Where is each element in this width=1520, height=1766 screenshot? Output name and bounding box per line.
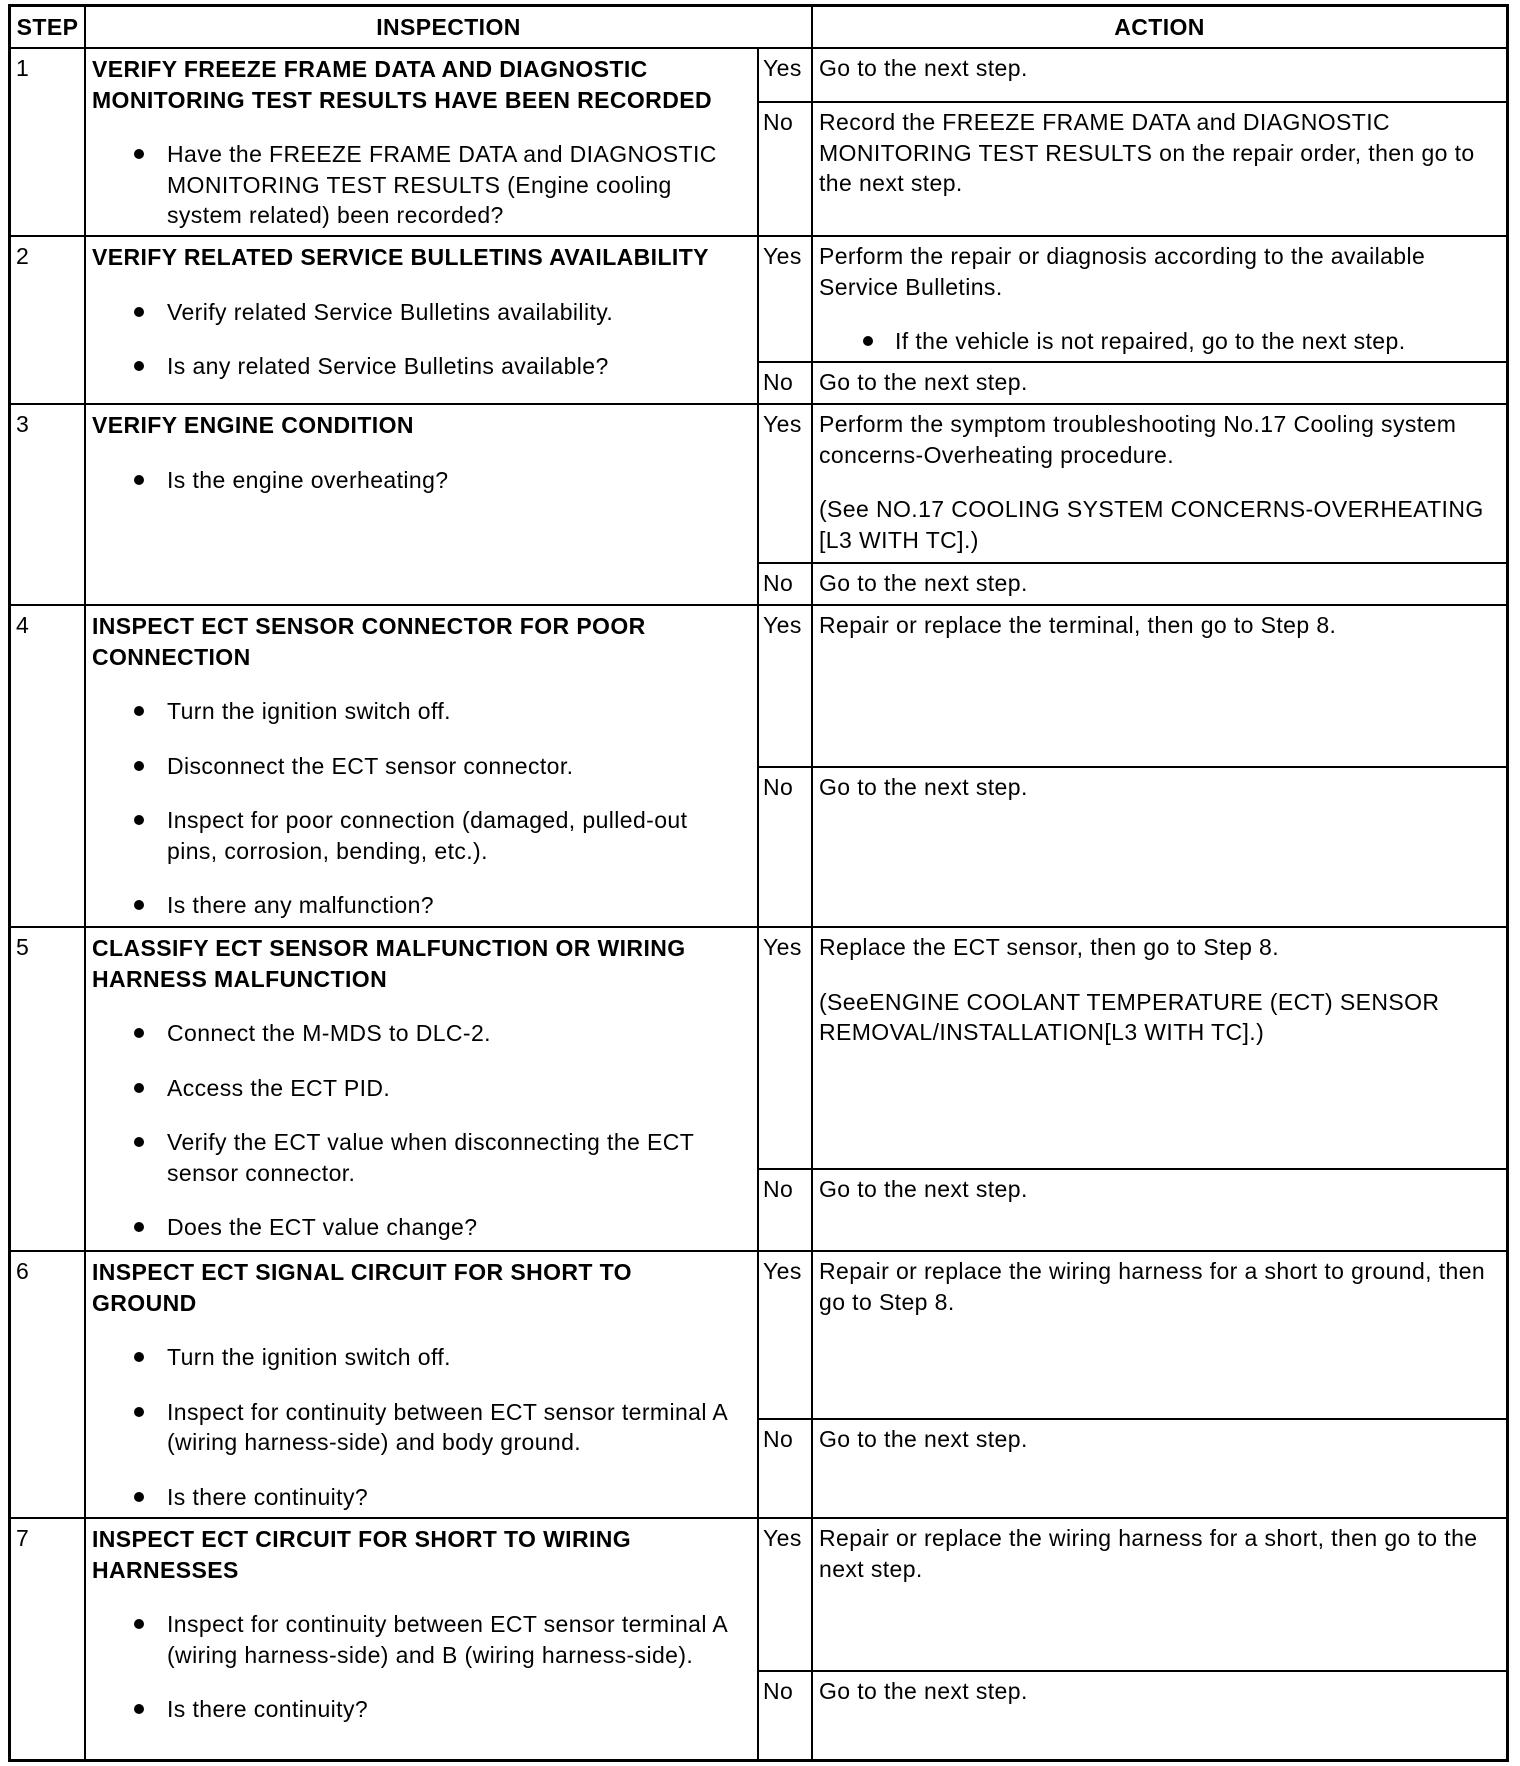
step-2-yes-bullet-1-text: If the vehicle is not repaired, go to the next step. xyxy=(895,328,1406,354)
step-7-inspection xyxy=(86,1519,757,1759)
step-5-bullet-3-text: Verify the ECT value when disconnecting the ECT sensor connector. xyxy=(167,1129,694,1186)
diagnostic-procedure-table xyxy=(8,4,1509,1762)
bullet-icon xyxy=(134,1352,144,1362)
step-7-bullet-1 xyxy=(167,1609,731,1670)
step-7-yes-action xyxy=(813,1519,1506,1670)
step-7-no-label: No xyxy=(759,1672,811,1759)
step-7-no-action xyxy=(813,1672,1506,1759)
step-5-bullet-3 xyxy=(167,1127,731,1188)
step-1-yes-action xyxy=(813,49,1506,101)
bullet-icon xyxy=(134,307,144,317)
step-3-bullet-1-text: Is the engine overheating? xyxy=(167,466,449,493)
bullet-icon xyxy=(863,336,873,346)
step-4-bullet-3 xyxy=(167,805,731,866)
step-1-bullet-list xyxy=(92,139,731,231)
step-2-inspection xyxy=(86,237,757,403)
step-3-no-label: No xyxy=(759,564,811,604)
step-4-yes-action xyxy=(813,606,1506,766)
step-5-number: 5 xyxy=(11,928,84,1250)
step-2-bullet-2-text: Is any related Service Bulletins available? xyxy=(167,353,609,379)
step-3-bullet-list xyxy=(92,465,731,496)
step-7-title: INSPECT ECT CIRCUIT FOR SHORT TO WIRING HARNESSES xyxy=(92,1526,632,1583)
bullet-icon xyxy=(134,761,144,771)
step-4-bullet-2 xyxy=(167,751,731,782)
step-7-no-text-1: Go to the next step. xyxy=(819,1678,1028,1704)
step-4-bullet-list xyxy=(92,696,731,921)
header-inspection: INSPECTION xyxy=(86,7,811,47)
step-7-yes-text-1: Repair or replace the wiring harness for a short, then go to the next step. xyxy=(819,1525,1478,1582)
step-1-title: VERIFY FREEZE FRAME DATA AND DIAGNOSTIC MONITORING TEST RESULTS HAVE BEEN RECORDED xyxy=(92,56,712,113)
step-5-bullet-list xyxy=(92,1018,731,1243)
step-4-number: 4 xyxy=(11,606,84,926)
step-6-inspection xyxy=(86,1252,757,1517)
step-6-bullet-1 xyxy=(167,1342,731,1373)
bullet-icon xyxy=(134,1619,144,1629)
step-4-title: INSPECT ECT SENSOR CONNECTOR FOR POOR CONNECTION xyxy=(92,613,646,670)
step-2-no-action xyxy=(813,363,1506,403)
bullet-icon xyxy=(134,149,144,159)
step-2-title: VERIFY RELATED SERVICE BULLETINS AVAILABILITY xyxy=(92,244,709,270)
step-5-inspection xyxy=(86,928,757,1250)
bullet-icon xyxy=(134,1028,144,1038)
step-4-bullet-1 xyxy=(167,696,731,727)
step-6-yes-label: Yes xyxy=(759,1252,811,1418)
step-4-no-label: No xyxy=(759,768,811,926)
step-6-number: 6 xyxy=(11,1252,84,1517)
step-3-yes-label: Yes xyxy=(759,405,811,562)
bullet-icon xyxy=(134,1222,144,1232)
step-2-no-label: No xyxy=(759,363,811,403)
step-5-bullet-2-text: Access the ECT PID. xyxy=(167,1074,391,1101)
step-7-bullet-2-text: Is there continuity? xyxy=(167,1696,369,1722)
step-7-bullet-2 xyxy=(167,1694,731,1725)
step-5-no-action xyxy=(813,1170,1506,1250)
step-4-no-action xyxy=(813,768,1506,926)
bullet-icon xyxy=(134,900,144,910)
step-1-no-action xyxy=(813,103,1506,235)
step-6-yes-action xyxy=(813,1252,1506,1418)
step-2-number: 2 xyxy=(11,237,84,403)
step-4-bullet-4-text: Is there any malfunction? xyxy=(167,892,434,918)
step-6-no-label: No xyxy=(759,1420,811,1517)
step-5-no-text-1: Go to the next step. xyxy=(819,1176,1028,1202)
step-4-yes-label: Yes xyxy=(759,606,811,766)
step-4-bullet-4 xyxy=(167,890,731,921)
bullet-icon xyxy=(134,1704,144,1714)
bullet-icon xyxy=(134,1492,144,1502)
step-4-bullet-3-text: Inspect for poor connection (damaged, pulled-out pins, corrosion, bending, etc.). xyxy=(167,807,688,864)
step-4-bullet-1-text: Turn the ignition switch off. xyxy=(167,698,451,724)
step-3-bullet-1 xyxy=(167,465,731,496)
step-6-no-text-1: Go to the next step. xyxy=(819,1426,1028,1452)
step-2-bullet-2 xyxy=(167,351,731,382)
step-7-bullet-list xyxy=(92,1609,731,1725)
step-2-yes-text-1: Perform the repair or diagnosis according to the available Service Bulletins. xyxy=(819,243,1426,300)
bullet-icon xyxy=(134,1137,144,1147)
step-5-bullet-4-text: Does the ECT value change? xyxy=(167,1214,478,1240)
bullet-icon xyxy=(134,1083,144,1093)
step-4-yes-text-1: Repair or replace the terminal, then go to Step 8. xyxy=(819,612,1337,638)
step-2-no-text-1: Go to the next step. xyxy=(819,369,1028,395)
step-2-bullet-list xyxy=(92,297,731,382)
step-3-title: VERIFY ENGINE CONDITION xyxy=(92,412,414,438)
step-1-yes-text-1: Go to the next step. xyxy=(819,55,1028,81)
step-6-bullet-2-text: Inspect for continuity between ECT sensor terminal A (wiring harness-side) and body ground. xyxy=(167,1398,727,1455)
step-5-bullet-4 xyxy=(167,1212,731,1243)
step-2-bullet-1 xyxy=(167,297,731,328)
step-5-yes-action xyxy=(813,928,1506,1168)
step-3-yes-action xyxy=(813,405,1506,562)
header-step: STEP xyxy=(11,7,84,47)
step-5-bullet-2 xyxy=(167,1073,731,1104)
step-5-bullet-1-text: Connect the M-MDS to DLC-2. xyxy=(167,1020,491,1046)
bullet-icon xyxy=(134,475,144,485)
step-6-bullet-3 xyxy=(167,1482,731,1513)
step-3-yes-text-1: Perform the symptom troubleshooting No.17 Cooling system concerns-Overheating procedure. xyxy=(819,411,1457,468)
step-5-bullet-1 xyxy=(167,1018,731,1049)
step-5-no-label: No xyxy=(759,1170,811,1250)
step-5-yes-label: Yes xyxy=(759,928,811,1168)
step-6-bullet-3-text: Is there continuity? xyxy=(167,1483,369,1510)
step-6-bullet-list xyxy=(92,1342,731,1512)
step-1-bullet-1-text: Have the FREEZE FRAME DATA and DIAGNOSTIC MONITORING TEST RESULTS (Engine cooling system related) been recorded? xyxy=(167,141,717,228)
step-7-bullet-1-text: Inspect for continuity between ECT sensor terminal A (wiring harness-side) and B (wiring harness-side). xyxy=(167,1611,727,1668)
step-5-yes-text-1: Replace the ECT sensor, then go to Step 8. xyxy=(819,934,1280,960)
step-3-no-action xyxy=(813,564,1506,604)
step-1-yes-label: Yes xyxy=(759,49,811,101)
step-6-bullet-2 xyxy=(167,1397,731,1458)
step-5-yes-text-2: (SeeENGINE COOLANT TEMPERATURE (ECT) SENSOR REMOVAL/INSTALLATION[L3 WITH TC].) xyxy=(819,988,1440,1045)
header-action: ACTION xyxy=(813,7,1506,47)
step-3-inspection xyxy=(86,405,757,604)
step-1-number: 1 xyxy=(11,49,84,235)
step-2-bullet-1-text: Verify related Service Bulletins availability. xyxy=(167,298,614,325)
step-6-no-action xyxy=(813,1420,1506,1517)
step-5-title: CLASSIFY ECT SENSOR MALFUNCTION OR WIRING HARNESS MALFUNCTION xyxy=(92,935,686,992)
step-1-bullet-1 xyxy=(167,139,731,231)
step-2-yes-bullet-1 xyxy=(895,326,1492,357)
step-7-yes-label: Yes xyxy=(759,1519,811,1670)
step-3-number: 3 xyxy=(11,405,84,604)
step-4-no-text-1: Go to the next step. xyxy=(819,774,1028,800)
bullet-icon xyxy=(134,706,144,716)
step-3-yes-text-2: (See NO.17 COOLING SYSTEM CONCERNS-OVERHEATING [L3 WITH TC].) xyxy=(819,496,1484,553)
step-4-inspection xyxy=(86,606,757,926)
step-1-no-text-1: Record the FREEZE FRAME DATA and DIAGNOSTIC MONITORING TEST RESULTS on the repair order, then go to the next step. xyxy=(819,109,1475,196)
step-1-no-label: No xyxy=(759,103,811,235)
step-3-no-text-1: Go to the next step. xyxy=(819,570,1028,596)
step-6-yes-text-1: Repair or replace the wiring harness for a short to ground, then go to Step 8. xyxy=(819,1258,1486,1315)
bullet-icon xyxy=(134,1407,144,1417)
step-2-yes-label: Yes xyxy=(759,237,811,361)
step-6-title: INSPECT ECT SIGNAL CIRCUIT FOR SHORT TO GROUND xyxy=(92,1259,632,1316)
step-2-yes-action xyxy=(813,237,1506,361)
step-2-yes-bullet-list xyxy=(819,326,1492,357)
step-7-number: 7 xyxy=(11,1519,84,1759)
step-6-bullet-1-text: Turn the ignition switch off. xyxy=(167,1344,451,1370)
step-4-bullet-2-text: Disconnect the ECT sensor connector. xyxy=(167,752,574,779)
bullet-icon xyxy=(134,361,144,371)
step-1-inspection xyxy=(86,49,757,235)
bullet-icon xyxy=(134,815,144,825)
